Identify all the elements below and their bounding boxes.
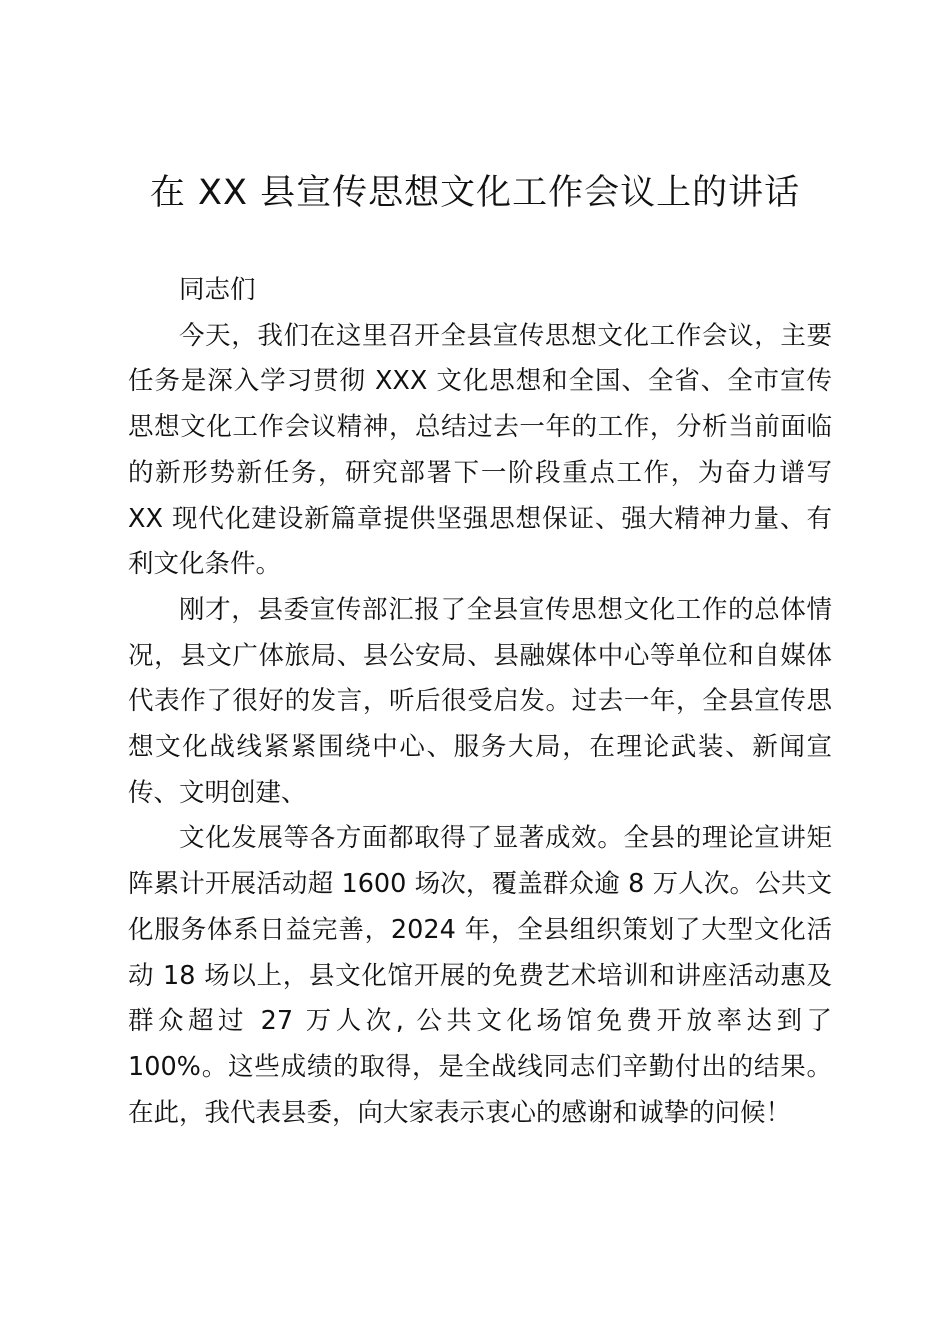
document-body: [128, 268, 832, 1136]
paragraph: 刚才，县委宣传部汇报了全县宣传思想文化工作的总体情况，县文广体旅局、县公安局、县融媒体中心等单位和自媒体代表作了很好的发言，听后很受启发。过去一年，全县宣传思想文化战线紧紧围绕中心、服务大局，在理论武装、新闻宣传、文明创建、: [128, 594, 832, 808]
paragraph: 今天，我们在这里召开全县宣传思想文化工作会议，主要任务是深入学习贯彻 XXX 文化思想和全国、全省、全市宣传思想文化工作会议精神，总结过去一年的工作，分析当前面临的新形势新任务，研究部署下一阶段重点工作，为奋力谱写 XX 现代化建设新篇章提供坚强思想保证、强大精神力量、有利文化条件。: [128, 320, 832, 580]
salutation: 同志们: [179, 275, 256, 305]
paragraph: 文化发展等各方面都取得了显著成效。全县的理论宣讲矩阵累计开展活动超 1600 场次，覆盖群众逾 8 万人次。公共文化服务体系日益完善，2024 年，全县组织策划了大型文化活动 18 场以上，县文化馆开展的免费艺术培训和讲座活动惠及群众超过 27 万人次, 公共文化场馆免费开放率达到了 100%。这些成绩的取得，是全战线同志们辛勤付出的结果。在此，我代表县委，向大家表示衷心的感谢和诚挚的问候！: [128, 823, 832, 1128]
document-title: 在 XX 县宣传思想文化工作会议上的讲话: [149, 173, 801, 213]
